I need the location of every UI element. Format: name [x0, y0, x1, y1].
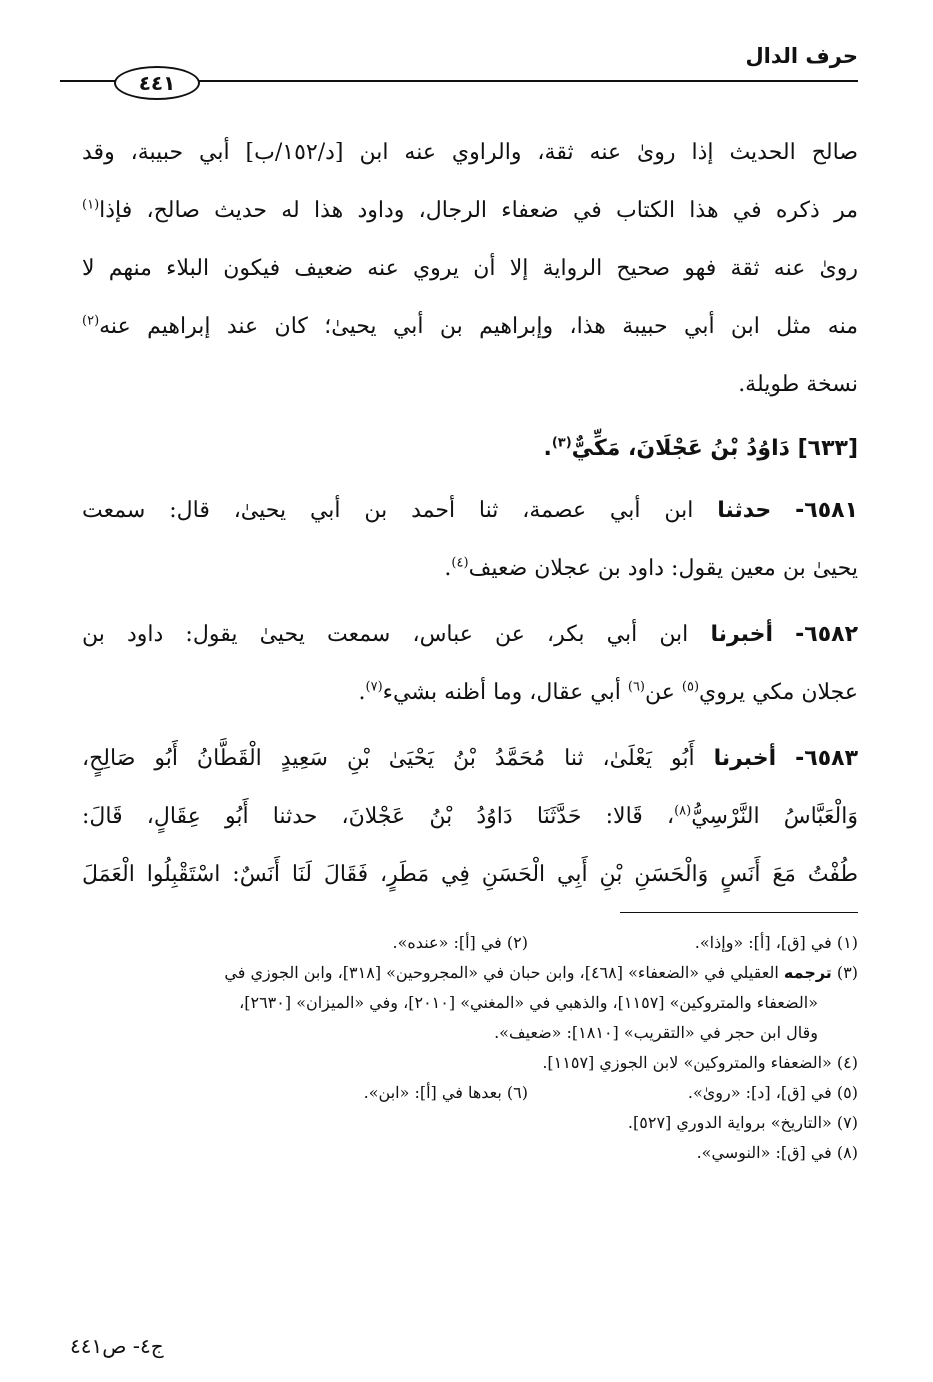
- text-run: عن: [645, 680, 675, 705]
- text-run: أَبُو يَعْلَىٰ، ثنا مُحَمَّدُ بْنُ يَحْيَىٰ بْنِ سَعِيدٍ الْقَطَّانُ أَبُو صَالِحٍ،: [82, 746, 695, 771]
- footnote-ref[interactable]: (٧): [365, 679, 383, 695]
- text-line: [82, 298, 858, 356]
- footnote-8: (٨) في [ق]: «النوسي».: [696, 1143, 858, 1162]
- text-run: ابن أبي عصمة، ثنا أحمد بن أبي يحيىٰ، قال: سمعت: [82, 498, 694, 523]
- footnote-6: (٦) بعدها في [أ]: «ابن».: [363, 1083, 528, 1102]
- footnote-separator: [620, 912, 858, 913]
- footnote-ref[interactable]: (١): [82, 197, 100, 213]
- footnote-7: (٧) «التاريخ» برواية الدوري [٥٢٧].: [627, 1113, 858, 1132]
- entry-name: دَاوُدُ بْنُ عَجْلَانَ، مَكِّيٌّ: [571, 436, 790, 461]
- page-number-badge: ٤٤١: [114, 66, 200, 100]
- text-line: صالح الحديث إذا رویٰ عنه ثقة، والراوي عنه ابن [د/١٥٢/ب] أبي حبيبة، وقد: [82, 140, 858, 165]
- footnote-ref[interactable]: (٢): [82, 313, 100, 329]
- footnote-text: العقيلي في «الضعفاء» [٤٦٨]، وابن حبان في «المجروحين» [٣١٨]، وابن الجوزي في: [224, 963, 779, 982]
- hadith-verb: أخبرنا: [713, 746, 777, 771]
- text-run: .: [358, 680, 366, 705]
- text-run: يحيىٰ بن معين يقول: داود بن عجلان ضعيف: [468, 556, 858, 581]
- hadith-number: ٦٥٨٣-: [795, 746, 858, 771]
- hadith-verb: حدثنا: [717, 498, 772, 523]
- footnote-keyword: ترجمه: [783, 963, 832, 982]
- text-run: وَالْعَبَّاسُ النَّرْسِيُّ: [691, 804, 858, 829]
- text-run: .: [444, 556, 452, 581]
- text-run: عجلان مكي يروي: [699, 680, 858, 705]
- entry-heading: [82, 416, 858, 482]
- footnote-5: (٥) في [ق]، [د]: «رویٰ».: [687, 1083, 858, 1102]
- footnote-2: (٢) في [أ]: «عنده».: [392, 933, 528, 952]
- entry-number: [٦٣٣]: [797, 436, 858, 461]
- text-line: [82, 182, 858, 240]
- hadith-number: ٦٥٨١-: [795, 498, 858, 523]
- entry-end: .: [543, 436, 552, 461]
- footnote-ref[interactable]: (٣): [551, 435, 572, 451]
- footnote-label: (٣): [836, 963, 858, 982]
- page-header: [60, 36, 858, 96]
- footnote-ref[interactable]: (٤): [451, 555, 469, 571]
- text-run: منه مثل ابن أبي حبيبة هذا، وإبراهيم بن أبي يحيىٰ؛ كان عند إبراهيم عنه: [99, 314, 858, 339]
- hadith-6582-line-2: [82, 664, 858, 722]
- text-run: مر ذكره في هذا الكتاب في ضعفاء الرجال، وداود هذا له حديث صالح، فإذا: [99, 198, 858, 223]
- footnote-4: (٤) «الضعفاء والمتروكين» لابن الجوزي [١١٥٧].: [542, 1053, 858, 1072]
- main-text: [82, 124, 858, 904]
- hadith-6583-line-3: طُفْتُ مَعَ أَنَسٍ وَالْحَسَنِ بْنِ أَبِي الْحَسَنِ فِي مَطَرٍ، فَقَالَ لَنَا أَنَسٌ: اسْتَقْبِلُوا الْعَمَلَ: [82, 862, 858, 887]
- hadith-6583-line-1: [82, 730, 858, 788]
- hadith-6582-line-1: [82, 606, 858, 664]
- text-line: رویٰ عنه ثقة فهو صحيح الرواية إلا أن يروي عنه ضعيف فيكون البلاء منهم لا: [82, 256, 858, 281]
- footnote-3-cont: «الضعفاء والمتروكين» [١١٥٧]، والذهبي في «المغني» [٢٠١٠]، وفي «الميزان» [٢٦٣٠]،: [239, 993, 818, 1012]
- footnote-ref[interactable]: (٦): [627, 679, 645, 695]
- text-run: ابن أبي بكر، عن عباس، سمعت يحيىٰ يقول: داود بن: [82, 622, 689, 647]
- text-line: نسخة طويلة.: [738, 372, 858, 397]
- footnotes: [82, 928, 858, 1168]
- footnote-row: [82, 1078, 858, 1108]
- text-run: ، قَالا: حَدَّثَنَا دَاوُدُ بْنُ عَجْلانَ، حدثنا أَبُو عِقَالٍ، قَالَ:: [82, 804, 675, 829]
- footnote-ref[interactable]: (٨): [674, 803, 692, 819]
- footnote-ref[interactable]: (٥): [681, 679, 700, 695]
- footnote-3: [82, 958, 858, 988]
- footnote-3-cont: وقال ابن حجر في «التقريب» [١٨١٠]: «ضعيف».: [494, 1023, 818, 1042]
- hadith-6581-line-1: [82, 482, 858, 540]
- hadith-6583-line-2: [82, 788, 858, 846]
- footnote-1: (١) في [ق]، [أ]: «وإذا».: [694, 933, 858, 952]
- footnote-row: [82, 928, 858, 958]
- hadith-6581-line-2: [82, 540, 858, 598]
- page-reference: ج٤- ص٤٤١: [70, 1334, 164, 1358]
- text-run: أبي عقال، وما أظنه بشيء: [382, 680, 621, 705]
- hadith-number: ٦٥٨٢-: [795, 622, 858, 647]
- chapter-title: حرف الدال: [745, 44, 858, 68]
- hadith-verb: أخبرنا: [710, 622, 774, 647]
